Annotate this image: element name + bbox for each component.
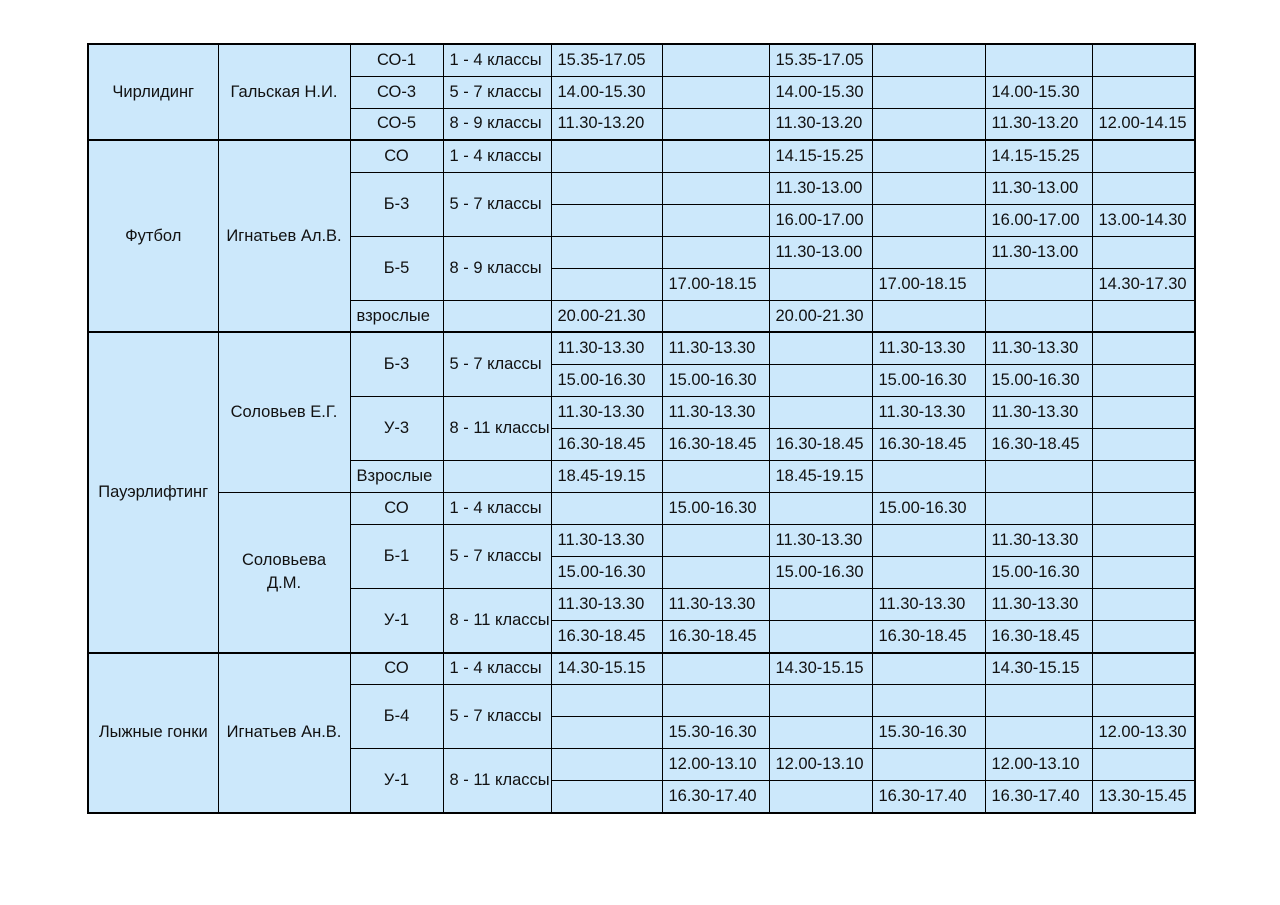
time-cell: 12.00-13.10	[662, 749, 769, 781]
time-cell	[551, 717, 662, 749]
group-cell: У-1	[350, 749, 443, 813]
grades-cell: 5 - 7 классы	[443, 685, 551, 749]
time-cell: 15.00-16.30	[769, 557, 872, 589]
time-cell: 20.00-21.30	[551, 300, 662, 332]
time-cell: 11.30-13.30	[662, 396, 769, 428]
time-cell	[1092, 557, 1195, 589]
time-cell	[872, 460, 985, 492]
time-cell: 15.00-16.30	[551, 557, 662, 589]
time-cell	[662, 236, 769, 268]
time-cell: 16.30-18.45	[872, 621, 985, 653]
time-cell: 16.30-18.45	[872, 428, 985, 460]
time-cell	[872, 300, 985, 332]
time-cell: 15.00-16.30	[551, 364, 662, 396]
time-cell	[769, 396, 872, 428]
time-cell	[985, 492, 1092, 524]
time-cell	[872, 685, 985, 717]
time-cell: 11.30-13.30	[872, 589, 985, 621]
group-cell: Б-3	[350, 172, 443, 236]
time-cell: 15.00-16.30	[985, 364, 1092, 396]
time-cell	[985, 268, 1092, 300]
time-cell: 11.30-13.30	[872, 332, 985, 364]
time-cell: 13.00-14.30	[1092, 204, 1195, 236]
time-cell	[769, 717, 872, 749]
time-cell	[551, 268, 662, 300]
time-cell: 18.45-19.15	[769, 460, 872, 492]
time-cell	[985, 300, 1092, 332]
time-cell	[551, 685, 662, 717]
grades-cell: 5 - 7 классы	[443, 524, 551, 588]
time-cell	[662, 300, 769, 332]
time-cell: 20.00-21.30	[769, 300, 872, 332]
group-cell: Б-3	[350, 332, 443, 396]
time-cell	[1092, 589, 1195, 621]
grades-cell: 1 - 4 классы	[443, 492, 551, 524]
time-cell	[985, 717, 1092, 749]
time-cell: 16.30-18.45	[662, 621, 769, 653]
time-cell: 13.30-15.45	[1092, 781, 1195, 813]
grades-cell: 8 - 11 классы	[443, 589, 551, 653]
time-cell: 14.00-15.30	[769, 76, 872, 108]
time-cell	[1092, 621, 1195, 653]
group-cell: СО	[350, 653, 443, 685]
time-cell	[1092, 236, 1195, 268]
group-cell: СО-3	[350, 76, 443, 108]
time-cell: 11.30-13.30	[662, 332, 769, 364]
time-cell: 11.30-13.30	[551, 396, 662, 428]
grades-cell: 1 - 4 классы	[443, 140, 551, 172]
time-cell: 14.00-15.30	[985, 76, 1092, 108]
group-cell: взрослые	[350, 300, 443, 332]
time-cell	[1092, 653, 1195, 685]
time-cell	[551, 172, 662, 204]
time-cell: 15.35-17.05	[551, 44, 662, 76]
group-cell: СО	[350, 492, 443, 524]
time-cell	[1092, 396, 1195, 428]
group-cell: У-3	[350, 396, 443, 460]
time-cell: 15.00-16.30	[872, 492, 985, 524]
time-cell	[551, 781, 662, 813]
time-cell: 15.35-17.05	[769, 44, 872, 76]
group-cell: Взрослые	[350, 460, 443, 492]
grades-cell: 8 - 11 классы	[443, 396, 551, 460]
time-cell	[872, 236, 985, 268]
table-row	[88, 653, 1195, 685]
time-cell: 18.45-19.15	[551, 460, 662, 492]
group-cell: У-1	[350, 589, 443, 653]
time-cell: 11.30-13.30	[662, 589, 769, 621]
time-cell	[769, 781, 872, 813]
grades-cell: 1 - 4 классы	[443, 44, 551, 76]
time-cell	[1092, 332, 1195, 364]
time-cell	[662, 172, 769, 204]
time-cell: 11.30-13.00	[985, 236, 1092, 268]
time-cell: 11.30-13.30	[985, 396, 1092, 428]
coach-cell: Соловьев Е.Г.	[218, 332, 350, 492]
grades-cell: 5 - 7 классы	[443, 332, 551, 396]
time-cell	[872, 524, 985, 556]
time-cell	[551, 140, 662, 172]
time-cell: 16.00-17.00	[985, 204, 1092, 236]
time-cell: 11.30-13.30	[551, 332, 662, 364]
time-cell	[1092, 364, 1195, 396]
time-cell: 14.30-15.15	[551, 653, 662, 685]
time-cell: 11.30-13.30	[551, 524, 662, 556]
time-cell	[1092, 685, 1195, 717]
time-cell: 16.30-18.45	[662, 428, 769, 460]
time-cell	[1092, 172, 1195, 204]
time-cell	[769, 492, 872, 524]
time-cell	[1092, 44, 1195, 76]
time-cell	[769, 621, 872, 653]
time-cell: 16.00-17.00	[769, 204, 872, 236]
time-cell: 11.30-13.20	[985, 108, 1092, 140]
group-cell: СО	[350, 140, 443, 172]
group-cell: Б-1	[350, 524, 443, 588]
time-cell: 11.30-13.30	[985, 524, 1092, 556]
time-cell: 14.00-15.30	[551, 76, 662, 108]
time-cell	[872, 204, 985, 236]
time-cell: 11.30-13.30	[985, 589, 1092, 621]
time-cell: 15.00-16.30	[872, 364, 985, 396]
time-cell	[769, 268, 872, 300]
time-cell: 11.30-13.30	[551, 589, 662, 621]
time-cell	[769, 685, 872, 717]
time-cell	[872, 749, 985, 781]
time-cell: 14.15-15.25	[769, 140, 872, 172]
time-cell	[872, 557, 985, 589]
time-cell	[769, 364, 872, 396]
time-cell	[872, 172, 985, 204]
grades-cell: 5 - 7 классы	[443, 76, 551, 108]
time-cell	[872, 44, 985, 76]
time-cell: 17.00-18.15	[872, 268, 985, 300]
table-row	[88, 492, 1195, 524]
time-cell: 15.00-16.30	[662, 492, 769, 524]
time-cell: 12.00-13.10	[769, 749, 872, 781]
time-cell	[1092, 492, 1195, 524]
time-cell	[872, 108, 985, 140]
time-cell: 16.30-17.40	[985, 781, 1092, 813]
time-cell	[1092, 524, 1195, 556]
time-cell: 16.30-18.45	[769, 428, 872, 460]
time-cell: 16.30-18.45	[985, 621, 1092, 653]
time-cell	[662, 108, 769, 140]
time-cell: 16.30-17.40	[872, 781, 985, 813]
time-cell	[662, 653, 769, 685]
time-cell	[985, 460, 1092, 492]
time-cell: 11.30-13.30	[769, 524, 872, 556]
time-cell: 12.00-14.15	[1092, 108, 1195, 140]
time-cell: 11.30-13.30	[872, 396, 985, 428]
time-cell	[551, 204, 662, 236]
time-cell	[1092, 749, 1195, 781]
time-cell	[1092, 460, 1195, 492]
time-cell	[551, 749, 662, 781]
time-cell	[1092, 140, 1195, 172]
grades-cell: 1 - 4 классы	[443, 653, 551, 685]
grades-cell	[443, 460, 551, 492]
sport-cell: Лыжные гонки	[88, 653, 218, 813]
time-cell	[662, 460, 769, 492]
time-cell	[1092, 76, 1195, 108]
time-cell	[662, 685, 769, 717]
time-cell	[769, 589, 872, 621]
time-cell: 11.30-13.20	[769, 108, 872, 140]
grades-cell: 8 - 11 классы	[443, 749, 551, 813]
time-cell	[662, 204, 769, 236]
group-cell: Б-4	[350, 685, 443, 749]
group-cell: СО-1	[350, 44, 443, 76]
grades-cell	[443, 300, 551, 332]
table-row	[88, 140, 1195, 172]
time-cell: 14.30-15.15	[769, 653, 872, 685]
coach-cell: Гальская Н.И.	[218, 44, 350, 140]
time-cell: 12.00-13.30	[1092, 717, 1195, 749]
time-cell	[662, 140, 769, 172]
group-cell: Б-5	[350, 236, 443, 300]
time-cell	[872, 140, 985, 172]
time-cell: 15.00-16.30	[662, 364, 769, 396]
time-cell: 15.30-16.30	[872, 717, 985, 749]
time-cell: 14.15-15.25	[985, 140, 1092, 172]
time-cell: 11.30-13.00	[769, 236, 872, 268]
sport-cell: Пауэрлифтинг	[88, 332, 218, 652]
time-cell	[551, 492, 662, 524]
time-cell	[985, 685, 1092, 717]
time-cell: 15.30-16.30	[662, 717, 769, 749]
coach-cell: Игнатьев Ал.В.	[218, 140, 350, 332]
time-cell: 12.00-13.10	[985, 749, 1092, 781]
table-row	[88, 44, 1195, 76]
time-cell: 14.30-17.30	[1092, 268, 1195, 300]
sport-cell: Чирлидинг	[88, 44, 218, 140]
schedule-table	[87, 43, 1196, 814]
time-cell	[662, 557, 769, 589]
coach-cell: Соловьева Д.М.	[218, 492, 350, 652]
time-cell: 11.30-13.30	[985, 332, 1092, 364]
time-cell	[872, 653, 985, 685]
time-cell: 16.30-18.45	[985, 428, 1092, 460]
time-cell	[662, 524, 769, 556]
time-cell	[1092, 300, 1195, 332]
time-cell: 14.30-15.15	[985, 653, 1092, 685]
time-cell: 17.00-18.15	[662, 268, 769, 300]
time-cell	[1092, 428, 1195, 460]
time-cell	[662, 44, 769, 76]
time-cell: 11.30-13.00	[769, 172, 872, 204]
coach-cell: Игнатьев Ан.В.	[218, 653, 350, 813]
time-cell: 16.30-18.45	[551, 428, 662, 460]
time-cell: 11.30-13.20	[551, 108, 662, 140]
sport-cell: Футбол	[88, 140, 218, 332]
time-cell: 16.30-17.40	[662, 781, 769, 813]
grades-cell: 8 - 9 классы	[443, 108, 551, 140]
time-cell: 15.00-16.30	[985, 557, 1092, 589]
time-cell	[985, 44, 1092, 76]
time-cell: 16.30-18.45	[551, 621, 662, 653]
time-cell	[662, 76, 769, 108]
group-cell: СО-5	[350, 108, 443, 140]
time-cell	[769, 332, 872, 364]
grades-cell: 8 - 9 классы	[443, 236, 551, 300]
time-cell: 11.30-13.00	[985, 172, 1092, 204]
time-cell	[872, 76, 985, 108]
grades-cell: 5 - 7 классы	[443, 172, 551, 236]
time-cell	[551, 236, 662, 268]
table-row	[88, 332, 1195, 364]
